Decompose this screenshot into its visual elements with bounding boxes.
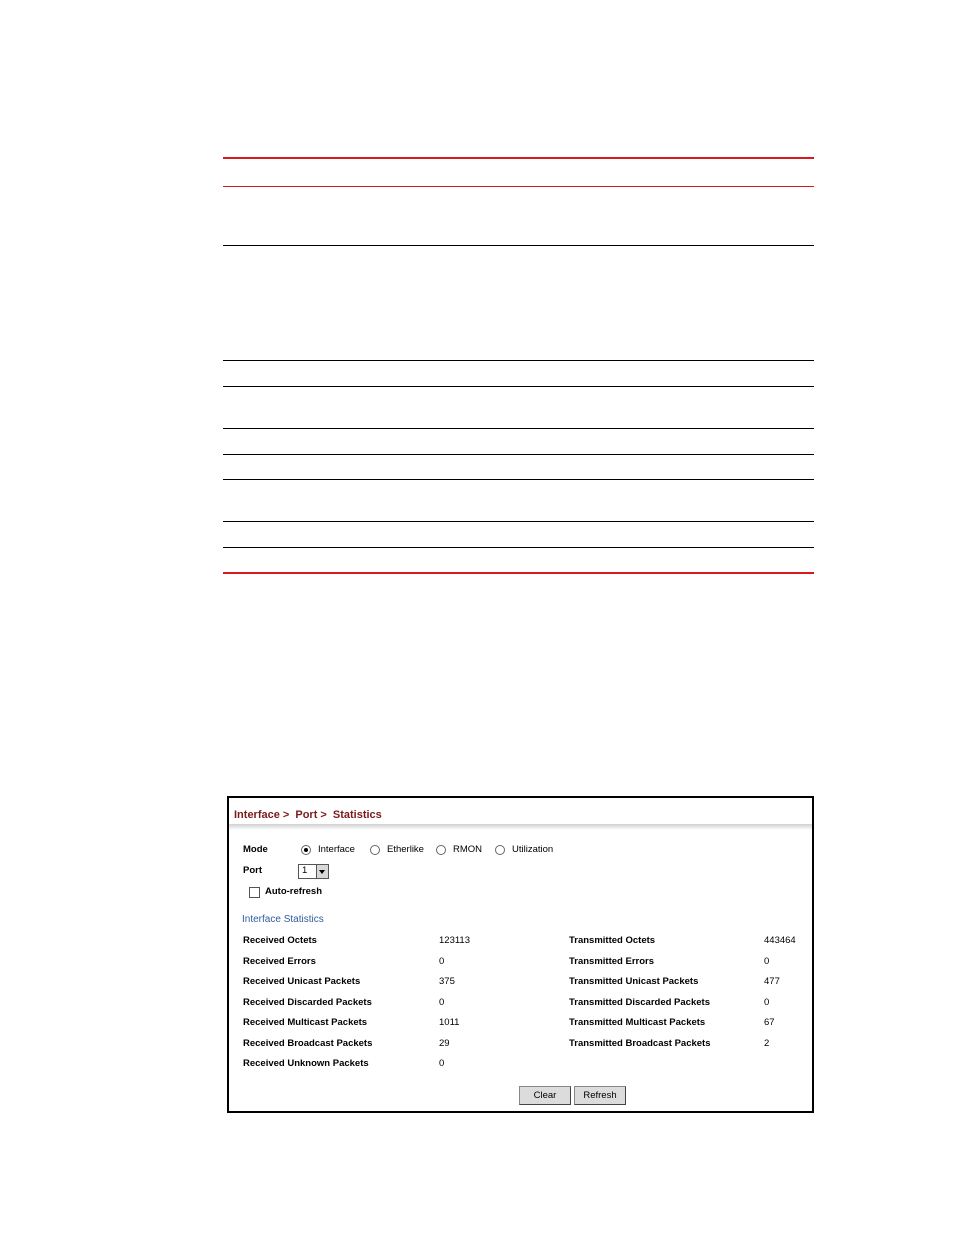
table-row-divider (223, 454, 814, 455)
stat-label: Transmitted Octets (569, 935, 656, 946)
mode-option-rmon: RMON (453, 844, 483, 855)
stat-label: Received Discarded Packets (243, 997, 372, 1008)
stat-value: 29 (439, 1038, 450, 1049)
table-row-divider (223, 479, 814, 480)
mode-radio-utilization[interactable] (495, 845, 505, 855)
mode-label: Mode (243, 844, 268, 855)
stat-label: Received Broadcast Packets (243, 1038, 373, 1049)
table-row-divider (223, 360, 814, 361)
mode-option-etherlike: Etherlike (387, 844, 424, 855)
stat-label: Received Errors (243, 956, 316, 967)
table-row-divider (223, 428, 814, 429)
breadcrumb-interface[interactable]: Interface (234, 809, 280, 821)
mode-radio-etherlike[interactable] (370, 845, 380, 855)
stat-value: 123113 (439, 935, 470, 946)
section-title: Interface Statistics (242, 914, 324, 925)
table-row-divider (223, 245, 814, 246)
mode-option-utilization: Utilization (512, 844, 554, 855)
stat-value: 477 (764, 976, 780, 987)
table-row-divider (223, 547, 814, 548)
chevron-down-icon[interactable] (316, 865, 328, 878)
stat-label: Transmitted Discarded Packets (569, 997, 710, 1008)
stat-value: 0 (439, 997, 445, 1008)
stat-value: 1011 (439, 1017, 460, 1028)
port-select-value: 1 (302, 865, 308, 876)
stat-value: 0 (439, 956, 445, 967)
breadcrumb-separator: > (320, 809, 327, 821)
clear-button[interactable]: Clear (519, 1086, 571, 1105)
table-top-rule (223, 157, 814, 159)
breadcrumb-separator: > (282, 809, 290, 821)
stat-label: Transmitted Multicast Packets (569, 1017, 706, 1028)
stat-value: 0 (439, 1058, 445, 1069)
stat-label: Transmitted Unicast Packets (569, 976, 699, 987)
refresh-button[interactable]: Refresh (574, 1086, 626, 1105)
table-row-divider (223, 386, 814, 387)
stat-label: Transmitted Errors (569, 956, 654, 967)
auto-refresh-label: Auto-refresh (265, 886, 323, 897)
breadcrumb (234, 809, 385, 821)
stat-label: Received Unicast Packets (243, 976, 361, 987)
stat-value: 2 (764, 1038, 770, 1049)
auto-refresh-checkbox[interactable] (249, 887, 260, 898)
stat-label: Received Unknown Packets (243, 1058, 369, 1069)
mode-option-interface: Interface (318, 844, 355, 855)
stat-label: Transmitted Broadcast Packets (569, 1038, 711, 1049)
stat-value: 0 (764, 997, 770, 1008)
breadcrumb-statistics: Statistics (332, 809, 382, 821)
stat-value: 67 (764, 1017, 775, 1028)
table-header-rule (223, 186, 814, 187)
mode-radio-interface[interactable] (301, 845, 311, 855)
table-bottom-rule (223, 572, 814, 574)
stat-value: 443464 (764, 935, 796, 946)
port-select[interactable] (298, 864, 329, 879)
stat-value: 0 (764, 956, 770, 967)
breadcrumb-port[interactable]: Port (295, 809, 318, 821)
statistics-panel (227, 796, 814, 1113)
stat-label: Received Octets (243, 935, 317, 946)
mode-radio-rmon[interactable] (436, 845, 446, 855)
header-divider (229, 824, 812, 830)
port-label: Port (243, 865, 262, 876)
stat-value: 375 (439, 976, 455, 987)
stat-label: Received Multicast Packets (243, 1017, 368, 1028)
table-row-divider (223, 521, 814, 522)
